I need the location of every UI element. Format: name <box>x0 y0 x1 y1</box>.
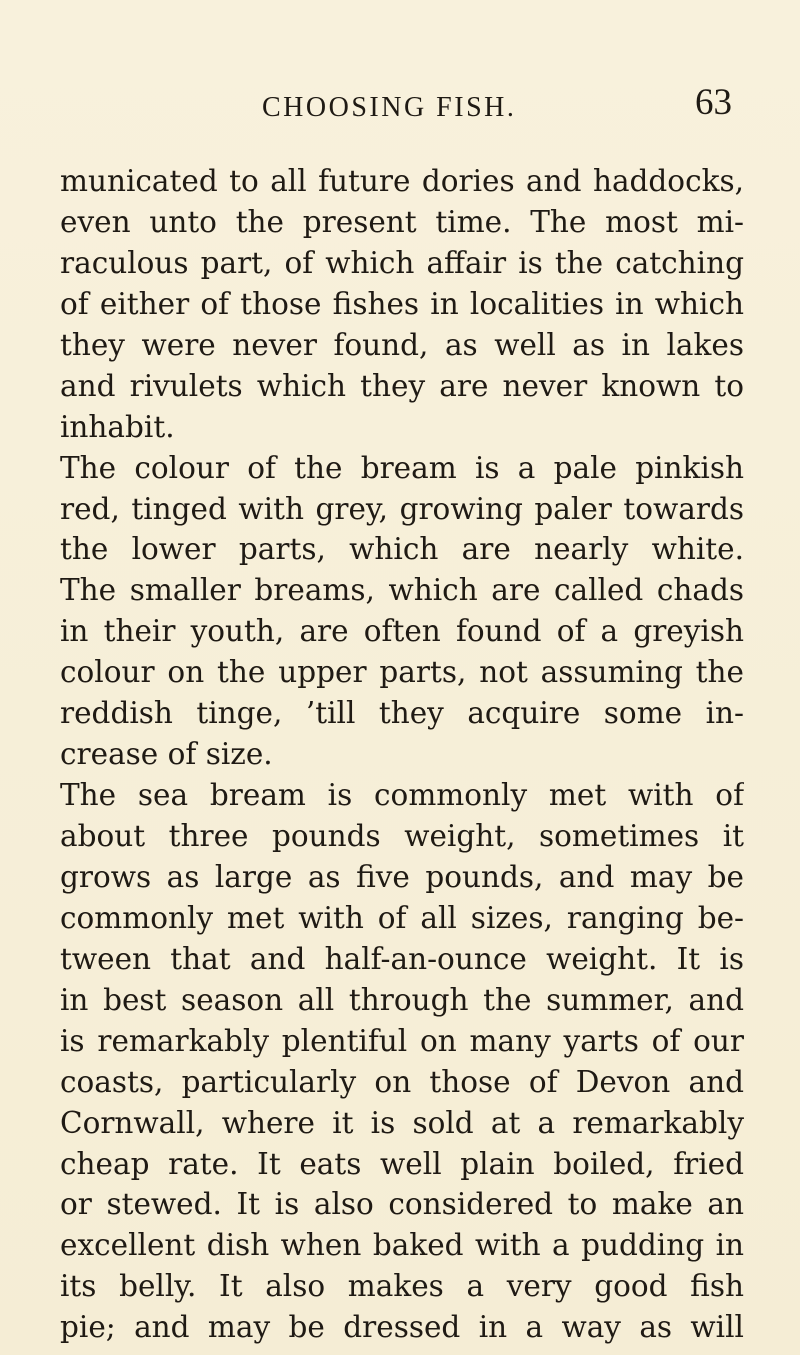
text-line: in their youth, are often found of a greyish <box>60 614 744 649</box>
text-line: The sea bream is commonly met with of <box>60 778 744 813</box>
text-line: crease of size. <box>60 737 273 772</box>
text-line: about three pounds weight, sometimes it <box>60 819 744 853</box>
text-line: and rivulets which they are never known to <box>60 368 744 403</box>
running-head: CHOOSING FISH. <box>262 92 517 123</box>
text-line: is remarkably plentiful on many yarts of our <box>60 1023 744 1058</box>
text-line: even unto the present time. The most mi- <box>60 204 744 239</box>
text-line: excellent dish when baked with a pudding in <box>60 1228 744 1263</box>
page-header <box>0 84 800 144</box>
text-line: grows as large as five pounds, and may be <box>60 859 744 894</box>
text-line: of either of those fishes in localities in which <box>60 286 744 321</box>
text-line: colour on the upper parts, not assuming the <box>60 655 744 690</box>
page-number: 63 <box>695 82 732 123</box>
text-line: The colour of the bream is a pale pinkish <box>60 450 744 485</box>
text-line: Cornwall, where it is sold at a remarkably <box>60 1105 744 1140</box>
text-line: inhabit. <box>60 409 175 444</box>
text-line: its belly. It also makes a very good fish <box>60 1269 744 1304</box>
text-line: The smaller breams, which are called chads <box>60 573 744 608</box>
text-line: they were never found, as well as in lakes <box>60 327 744 362</box>
text-line: reddish tinge, ’till they acquire some in- <box>60 696 744 731</box>
text-line: tween that and half-an-ounce weight. It is <box>60 941 744 976</box>
text-line: coasts, particularly on those of Devon and <box>60 1064 744 1099</box>
text-line: cheap rate. It eats well plain boiled, fried <box>60 1146 744 1181</box>
text-line: pie; and may be dressed in a way as will <box>60 1310 744 1345</box>
text-line: raculous part, of which affair is the catching <box>60 245 744 280</box>
text-line: or stewed. It is also considered to make an <box>60 1187 744 1222</box>
body-text <box>60 161 744 1348</box>
text-line: municated to all future dories and haddocks, <box>60 164 744 198</box>
text-line: the lower parts, which are nearly white. <box>60 532 744 567</box>
text-line: red, tinged with grey, growing paler towards <box>60 491 744 526</box>
text-line: in best season all through the summer, and <box>60 982 744 1017</box>
text-line: commonly met with of all sizes, ranging be- <box>60 900 744 935</box>
